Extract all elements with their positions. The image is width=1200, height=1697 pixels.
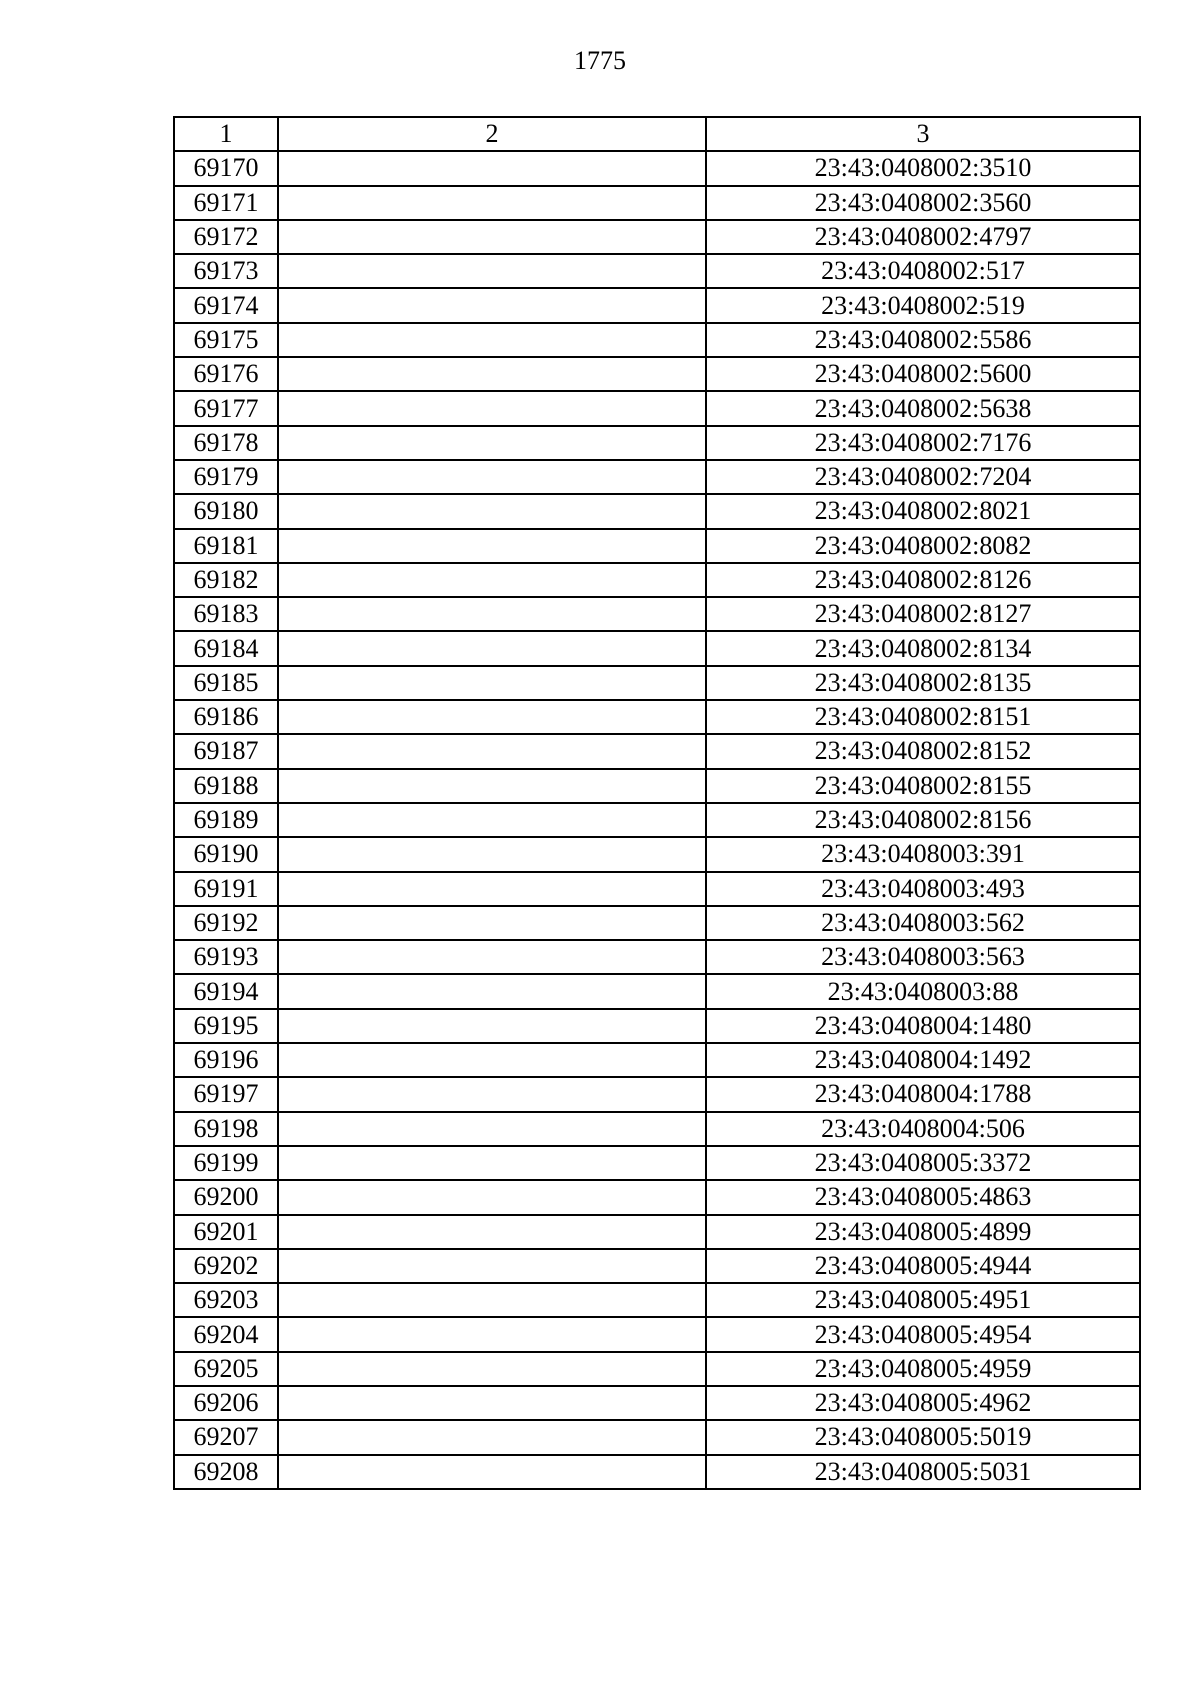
row-number-cell: 69193 <box>174 940 278 974</box>
column-2-cell <box>278 1455 706 1489</box>
table-row <box>174 1043 1140 1077</box>
cadastral-number-cell: 23:43:0408005:4951 <box>706 1283 1140 1317</box>
row-number-cell: 69184 <box>174 631 278 665</box>
table-row <box>174 426 1140 460</box>
column-2-cell <box>278 220 706 254</box>
table-row <box>174 597 1140 631</box>
cadastral-number-cell: 23:43:0408003:563 <box>706 940 1140 974</box>
column-2-cell <box>278 151 706 185</box>
table-row <box>174 700 1140 734</box>
column-2-cell <box>278 1215 706 1249</box>
table-row <box>174 529 1140 563</box>
table-body <box>174 151 1140 1489</box>
table-row <box>174 1215 1140 1249</box>
table-row <box>174 1455 1140 1489</box>
row-number-cell: 69185 <box>174 666 278 700</box>
column-2-cell <box>278 254 706 288</box>
page-number: 1775 <box>574 46 626 75</box>
table-row <box>174 631 1140 665</box>
column-2-cell <box>278 906 706 940</box>
row-number-cell: 69197 <box>174 1077 278 1111</box>
cadastral-number-cell: 23:43:0408002:8135 <box>706 666 1140 700</box>
cadastral-number-cell: 23:43:0408005:4954 <box>706 1317 1140 1351</box>
cadastral-number-cell: 23:43:0408005:4962 <box>706 1386 1140 1420</box>
row-number-cell: 69178 <box>174 426 278 460</box>
column-2-cell <box>278 1352 706 1386</box>
cadastral-number-cell: 23:43:0408002:517 <box>706 254 1140 288</box>
row-number-cell: 69205 <box>174 1352 278 1386</box>
table-row <box>174 323 1140 357</box>
cadastral-table <box>173 116 1141 1490</box>
row-number-cell: 69175 <box>174 323 278 357</box>
column-2-cell <box>278 391 706 425</box>
row-number-cell: 69189 <box>174 803 278 837</box>
cadastral-number-cell: 23:43:0408002:8156 <box>706 803 1140 837</box>
column-2-cell <box>278 1420 706 1454</box>
table-row <box>174 1283 1140 1317</box>
row-number-cell: 69191 <box>174 872 278 906</box>
cadastral-number-cell: 23:43:0408002:5600 <box>706 357 1140 391</box>
table-row <box>174 1352 1140 1386</box>
table-row <box>174 769 1140 803</box>
column-2-cell <box>278 700 706 734</box>
cadastral-number-cell: 23:43:0408002:8155 <box>706 769 1140 803</box>
cadastral-number-cell: 23:43:0408003:88 <box>706 974 1140 1008</box>
row-number-cell: 69186 <box>174 700 278 734</box>
row-number-cell: 69200 <box>174 1180 278 1214</box>
column-2-cell <box>278 837 706 871</box>
cadastral-number-cell: 23:43:0408003:391 <box>706 837 1140 871</box>
cadastral-number-cell: 23:43:0408002:8021 <box>706 494 1140 528</box>
cadastral-number-cell: 23:43:0408004:1492 <box>706 1043 1140 1077</box>
row-number-cell: 69183 <box>174 597 278 631</box>
cadastral-number-cell: 23:43:0408002:4797 <box>706 220 1140 254</box>
column-2-cell <box>278 1146 706 1180</box>
cadastral-number-cell: 23:43:0408005:3372 <box>706 1146 1140 1180</box>
column-2-cell <box>278 529 706 563</box>
row-number-cell: 69179 <box>174 460 278 494</box>
table-row <box>174 1009 1140 1043</box>
column-2-cell <box>278 563 706 597</box>
table-row <box>174 1386 1140 1420</box>
cadastral-number-cell: 23:43:0408003:562 <box>706 906 1140 940</box>
row-number-cell: 69177 <box>174 391 278 425</box>
column-2-cell <box>278 1112 706 1146</box>
cadastral-number-cell: 23:43:0408002:8134 <box>706 631 1140 665</box>
cadastral-number-cell: 23:43:0408002:7176 <box>706 426 1140 460</box>
cadastral-number-cell: 23:43:0408004:506 <box>706 1112 1140 1146</box>
table-row <box>174 254 1140 288</box>
row-number-cell: 69176 <box>174 357 278 391</box>
cadastral-number-cell: 23:43:0408002:8152 <box>706 734 1140 768</box>
cadastral-number-cell: 23:43:0408002:8127 <box>706 597 1140 631</box>
column-2-cell <box>278 974 706 1008</box>
table-header <box>174 117 1140 151</box>
row-number-cell: 69208 <box>174 1455 278 1489</box>
row-number-cell: 69192 <box>174 906 278 940</box>
row-number-cell: 69195 <box>174 1009 278 1043</box>
column-2-cell <box>278 1043 706 1077</box>
cadastral-number-cell: 23:43:0408002:519 <box>706 288 1140 322</box>
cadastral-number-cell: 23:43:0408004:1788 <box>706 1077 1140 1111</box>
row-number-cell: 69188 <box>174 769 278 803</box>
cadastral-number-cell: 23:43:0408002:5586 <box>706 323 1140 357</box>
column-2-cell <box>278 186 706 220</box>
cadastral-number-cell: 23:43:0408002:8151 <box>706 700 1140 734</box>
row-number-cell: 69180 <box>174 494 278 528</box>
column-2-cell <box>278 460 706 494</box>
row-number-cell: 69187 <box>174 734 278 768</box>
table-row <box>174 666 1140 700</box>
table-row <box>174 563 1140 597</box>
column-2-cell <box>278 769 706 803</box>
table-row <box>174 460 1140 494</box>
row-number-cell: 69206 <box>174 1386 278 1420</box>
column-2-cell <box>278 872 706 906</box>
column-2-cell <box>278 1317 706 1351</box>
table-row <box>174 974 1140 1008</box>
row-number-cell: 69174 <box>174 288 278 322</box>
column-2-cell <box>278 323 706 357</box>
table-row <box>174 837 1140 871</box>
row-number-cell: 69196 <box>174 1043 278 1077</box>
row-number-cell: 69172 <box>174 220 278 254</box>
row-number-cell: 69190 <box>174 837 278 871</box>
table-row <box>174 1317 1140 1351</box>
row-number-cell: 69194 <box>174 974 278 1008</box>
table-row <box>174 906 1140 940</box>
column-2-cell <box>278 940 706 974</box>
cadastral-number-cell: 23:43:0408004:1480 <box>706 1009 1140 1043</box>
column-2-cell <box>278 1009 706 1043</box>
cadastral-number-cell: 23:43:0408002:7204 <box>706 460 1140 494</box>
column-2-cell <box>278 494 706 528</box>
cadastral-number-cell: 23:43:0408002:8126 <box>706 563 1140 597</box>
row-number-cell: 69173 <box>174 254 278 288</box>
row-number-cell: 69202 <box>174 1249 278 1283</box>
row-number-cell: 69171 <box>174 186 278 220</box>
column-2-cell <box>278 1249 706 1283</box>
table-row <box>174 940 1140 974</box>
row-number-cell: 69207 <box>174 1420 278 1454</box>
table-row <box>174 1112 1140 1146</box>
row-number-cell: 69204 <box>174 1317 278 1351</box>
table-row <box>174 1249 1140 1283</box>
column-2-cell <box>278 1283 706 1317</box>
column-2-cell <box>278 597 706 631</box>
header-row <box>174 117 1140 151</box>
cadastral-number-cell: 23:43:0408002:3560 <box>706 186 1140 220</box>
column-2-cell <box>278 666 706 700</box>
cadastral-number-cell: 23:43:0408005:4863 <box>706 1180 1140 1214</box>
table-row <box>174 186 1140 220</box>
row-number-cell: 69201 <box>174 1215 278 1249</box>
row-number-cell: 69182 <box>174 563 278 597</box>
column-2-cell <box>278 631 706 665</box>
column-header-1: 1 <box>174 117 278 151</box>
table-row <box>174 357 1140 391</box>
column-header-2: 2 <box>278 117 706 151</box>
cadastral-number-cell: 23:43:0408005:4899 <box>706 1215 1140 1249</box>
table-row <box>174 391 1140 425</box>
column-2-cell <box>278 288 706 322</box>
column-2-cell <box>278 1386 706 1420</box>
cadastral-number-cell: 23:43:0408003:493 <box>706 872 1140 906</box>
table-row <box>174 220 1140 254</box>
cadastral-number-cell: 23:43:0408005:5031 <box>706 1455 1140 1489</box>
row-number-cell: 69203 <box>174 1283 278 1317</box>
column-header-3: 3 <box>706 117 1140 151</box>
column-2-cell <box>278 357 706 391</box>
row-number-cell: 69198 <box>174 1112 278 1146</box>
cadastral-number-cell: 23:43:0408002:5638 <box>706 391 1140 425</box>
row-number-cell: 69170 <box>174 151 278 185</box>
cadastral-number-cell: 23:43:0408002:3510 <box>706 151 1140 185</box>
column-2-cell <box>278 734 706 768</box>
column-2-cell <box>278 1077 706 1111</box>
row-number-cell: 69181 <box>174 529 278 563</box>
table-row <box>174 1180 1140 1214</box>
cadastral-number-cell: 23:43:0408005:4944 <box>706 1249 1140 1283</box>
table-row <box>174 1420 1140 1454</box>
table-row <box>174 151 1140 185</box>
table-row <box>174 803 1140 837</box>
table-row <box>174 494 1140 528</box>
table-row <box>174 734 1140 768</box>
table-row <box>174 288 1140 322</box>
table-row <box>174 872 1140 906</box>
table-row <box>174 1077 1140 1111</box>
cadastral-number-cell: 23:43:0408005:5019 <box>706 1420 1140 1454</box>
column-2-cell <box>278 426 706 460</box>
table-row <box>174 1146 1140 1180</box>
column-2-cell <box>278 1180 706 1214</box>
column-2-cell <box>278 803 706 837</box>
cadastral-number-cell: 23:43:0408002:8082 <box>706 529 1140 563</box>
cadastral-number-cell: 23:43:0408005:4959 <box>706 1352 1140 1386</box>
row-number-cell: 69199 <box>174 1146 278 1180</box>
